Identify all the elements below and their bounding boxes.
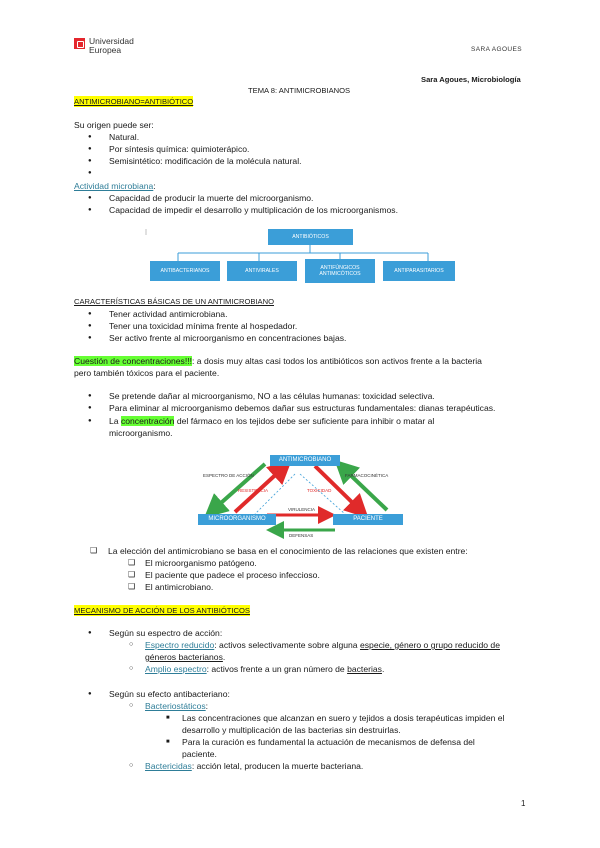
list-item: ● Según su efecto antibacteriano: xyxy=(109,688,230,700)
conc-pre: La xyxy=(109,416,121,426)
list-item: ● Para eliminar al microorganismo debemos dañar sus estructuras fundamentales: dianas terapéuticas. xyxy=(109,402,495,414)
diagram-node-antivirales: ANTIVIRALES xyxy=(227,261,297,281)
label-espectro: ESPECTRO DE ACCIÓN xyxy=(203,473,254,478)
list-item: ● Se pretende dañar al microorganismo, NO a las células humanas: toxicidad selectiva. xyxy=(109,390,435,402)
label-farmacocinetica: FARMACOCINÉTICA xyxy=(345,473,389,478)
diagram-root-antibioticos: ANTIBIÓTICOS xyxy=(268,229,353,245)
label-defensas: DEFENSAS xyxy=(289,533,314,538)
question-highlight: Cuestión de concentraciones!!! xyxy=(74,356,192,366)
diagram-microorganismo: MICROORGANISMO xyxy=(198,514,276,525)
bacterio-label: Bacteriostáticos xyxy=(145,701,206,711)
reduced-line2 xyxy=(145,651,225,663)
activity-label: Actividad microbiana xyxy=(74,181,154,191)
list-item-cont: paciente. xyxy=(182,749,217,759)
concentration-question xyxy=(74,355,534,367)
checkbox-item: ❑ La elección del antimicrobiano se basa en el conocimiento de las relaciones que existen entre: xyxy=(108,545,468,557)
question-line2: pero también tóxicos para el paciente. xyxy=(74,368,220,378)
section-title-caracteristicas: CARACTERÍSTICAS BÁSICAS DE UN ANTIMICROBIANO xyxy=(74,297,274,306)
list-item: ● Tener una toxicidad mínima frente al hospedador. xyxy=(109,320,297,332)
checkbox-item: ❑ El microorganismo patógeno. xyxy=(145,557,257,569)
broad-text: : activos frente a un gran número de xyxy=(206,664,348,674)
bactericidas-label: Bactericidas xyxy=(145,761,192,771)
conc-rest: del fármaco en los tejidos debe ser suficiente para inhibir o matar al xyxy=(174,416,435,426)
diagram-paciente: PACIENTE xyxy=(333,514,403,525)
reduced-end: . xyxy=(222,652,226,662)
diagram-node-antiparasitarios: ANTIPARASITARIOS xyxy=(383,261,455,281)
bactericidas-text: : acción letal, producen la muerte bacteriana. xyxy=(191,761,364,771)
list-item: ● Capacidad de producir la muerte del microorganismo. xyxy=(109,192,313,204)
list-item-concentracion xyxy=(109,415,529,427)
list-item-reducido xyxy=(145,639,535,651)
arrow-espectro-green xyxy=(213,464,265,510)
diagram-node-antifungicos: ANTIFÚNGICOS ANTIMICÓTICOS xyxy=(305,259,375,283)
reduced-text: : activos selectivamente sobre alguna xyxy=(214,640,360,650)
label-virulencia: VIRULENCIA xyxy=(288,507,316,512)
broad-underline: bacterias xyxy=(347,664,382,674)
list-item-cont: desarrollo y multiplicación de las bacterias sin destruirlas. xyxy=(182,725,401,735)
list-item: ■ Las concentraciones que alcanzan en suero y tejidos a dosis terapéuticas impiden el xyxy=(182,712,504,724)
list-item: ● Tener actividad antimicrobiana. xyxy=(109,308,227,320)
checkbox-item: ❑ El paciente que padece el proceso infeccioso. xyxy=(145,569,320,581)
page-number: 1 xyxy=(521,799,526,808)
activity-heading xyxy=(74,180,156,192)
broad-label: Amplio espectro xyxy=(145,664,207,674)
checkbox-item: ❑ El antimicrobiano. xyxy=(145,581,213,593)
list-item: ● Por síntesis química: quimioterápico. xyxy=(109,143,249,155)
bacterio-colon: : xyxy=(205,701,209,711)
page-title: TEMA 8: ANTIMICROBIANOS xyxy=(248,86,351,95)
list-item: ● Capacidad de impedir el desarrollo y multiplicación de los microorganismos. xyxy=(109,204,398,216)
section-title-antimicrobiano: ANTIMICROBIANO=ANTIBIÓTICO xyxy=(74,97,194,106)
list-item-amplio xyxy=(145,663,384,675)
question-text: : a dosis muy altas casi todos los antibióticos son activos frente a la bacteria xyxy=(192,356,482,366)
origin-intro: Su origen puede ser: xyxy=(74,120,154,130)
label-toxicidad: TOXICIDAD xyxy=(307,488,332,493)
header-author: SARA AGOUES xyxy=(471,46,523,53)
reduced-underline: especie, género o grupo reducido de xyxy=(359,640,500,650)
diagram-node-antibacterianos: ANTIBACTERIANOS xyxy=(150,261,220,281)
broad-end: . xyxy=(381,664,385,674)
concentracion-highlight: concentración xyxy=(120,416,175,426)
list-item: ● Según su espectro de acción: xyxy=(109,627,222,639)
list-item-bacteriostaticos xyxy=(145,700,208,712)
diagram-antimicrobiano: ANTIMICROBIANO xyxy=(270,455,340,466)
list-item: ● Ser activo frente al microorganismo en concentraciones bajas. xyxy=(109,332,346,344)
conc-line2: microorganismo. xyxy=(109,428,173,438)
label-resistencia: RESISTENCIA xyxy=(238,488,269,493)
list-item: ● Natural. xyxy=(109,131,139,143)
list-item-bactericidas xyxy=(145,760,363,772)
reduced-line2-underline: géneros bacterianos xyxy=(145,652,223,662)
logo-text-line2: Europea xyxy=(89,45,122,55)
list-item: ● Semisintético: modificación de la molécula natural. xyxy=(109,155,302,167)
list-item: ■ Para la curación es fundamental la actuación de mecanismos de defensa del xyxy=(182,736,475,748)
activity-colon: : xyxy=(153,181,156,191)
logo-icon xyxy=(74,38,85,49)
reduced-label: Espectro reducido xyxy=(145,640,215,650)
author-subject: Sara Agoues, Microbiología xyxy=(421,75,521,84)
logo-text-line1: Universidad xyxy=(89,36,134,46)
section-title-mecanismo: MECANISMO DE ACCIÓN DE LOS ANTIBIÓTICOS xyxy=(74,606,250,615)
